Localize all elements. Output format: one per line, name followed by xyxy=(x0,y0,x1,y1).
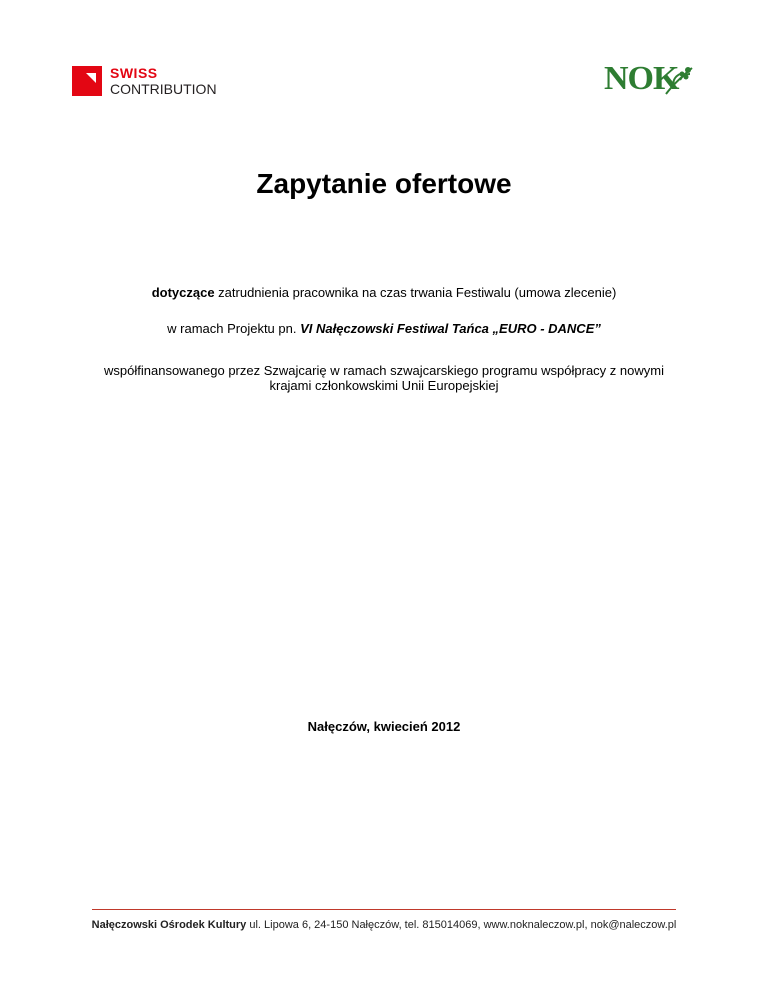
footer xyxy=(0,918,768,932)
project-line xyxy=(40,321,728,337)
document-title: Zapytanie ofertowe xyxy=(256,168,512,199)
footer-organization: Nałęczowski Ośrodek Kultury xyxy=(91,919,247,931)
project-name: VI Nałęczowski Festiwal Tańca „EURO - DANCE” xyxy=(300,321,601,336)
swiss-logo-line2: CONTRIBUTION xyxy=(110,81,217,97)
place-date: Nałęczów, kwiecień 2012 xyxy=(307,719,461,734)
project-prefix: w ramach Projektu pn. xyxy=(167,321,301,336)
nok-logo-text: NOK xyxy=(604,60,679,97)
financing-line-1: współfinansowanego przez Szwajcarię w ramach szwajcarskiego programu współpracy z nowymi xyxy=(104,363,664,378)
subject-keyword: dotyczące xyxy=(151,285,215,300)
footer-divider xyxy=(92,909,676,910)
nok-logo xyxy=(604,62,696,100)
swiss-contribution-logo xyxy=(72,66,232,98)
swiss-flag-icon xyxy=(72,66,102,96)
financing-line-2: krajami członkowskimi Unii Europejskiej xyxy=(269,378,499,393)
footer-contact: ul. Lipowa 6, 24-150 Nałęczów, tel. 815014069, www.noknaleczow.pl, nok@naleczow.pl xyxy=(246,919,677,931)
swiss-logo-line1: SWISS xyxy=(110,65,158,81)
subject-text: zatrudnienia pracownika na czas trwania Festiwalu (umowa zlecenie) xyxy=(214,285,617,300)
leaf-icon xyxy=(662,64,696,98)
subject-line xyxy=(40,285,728,301)
